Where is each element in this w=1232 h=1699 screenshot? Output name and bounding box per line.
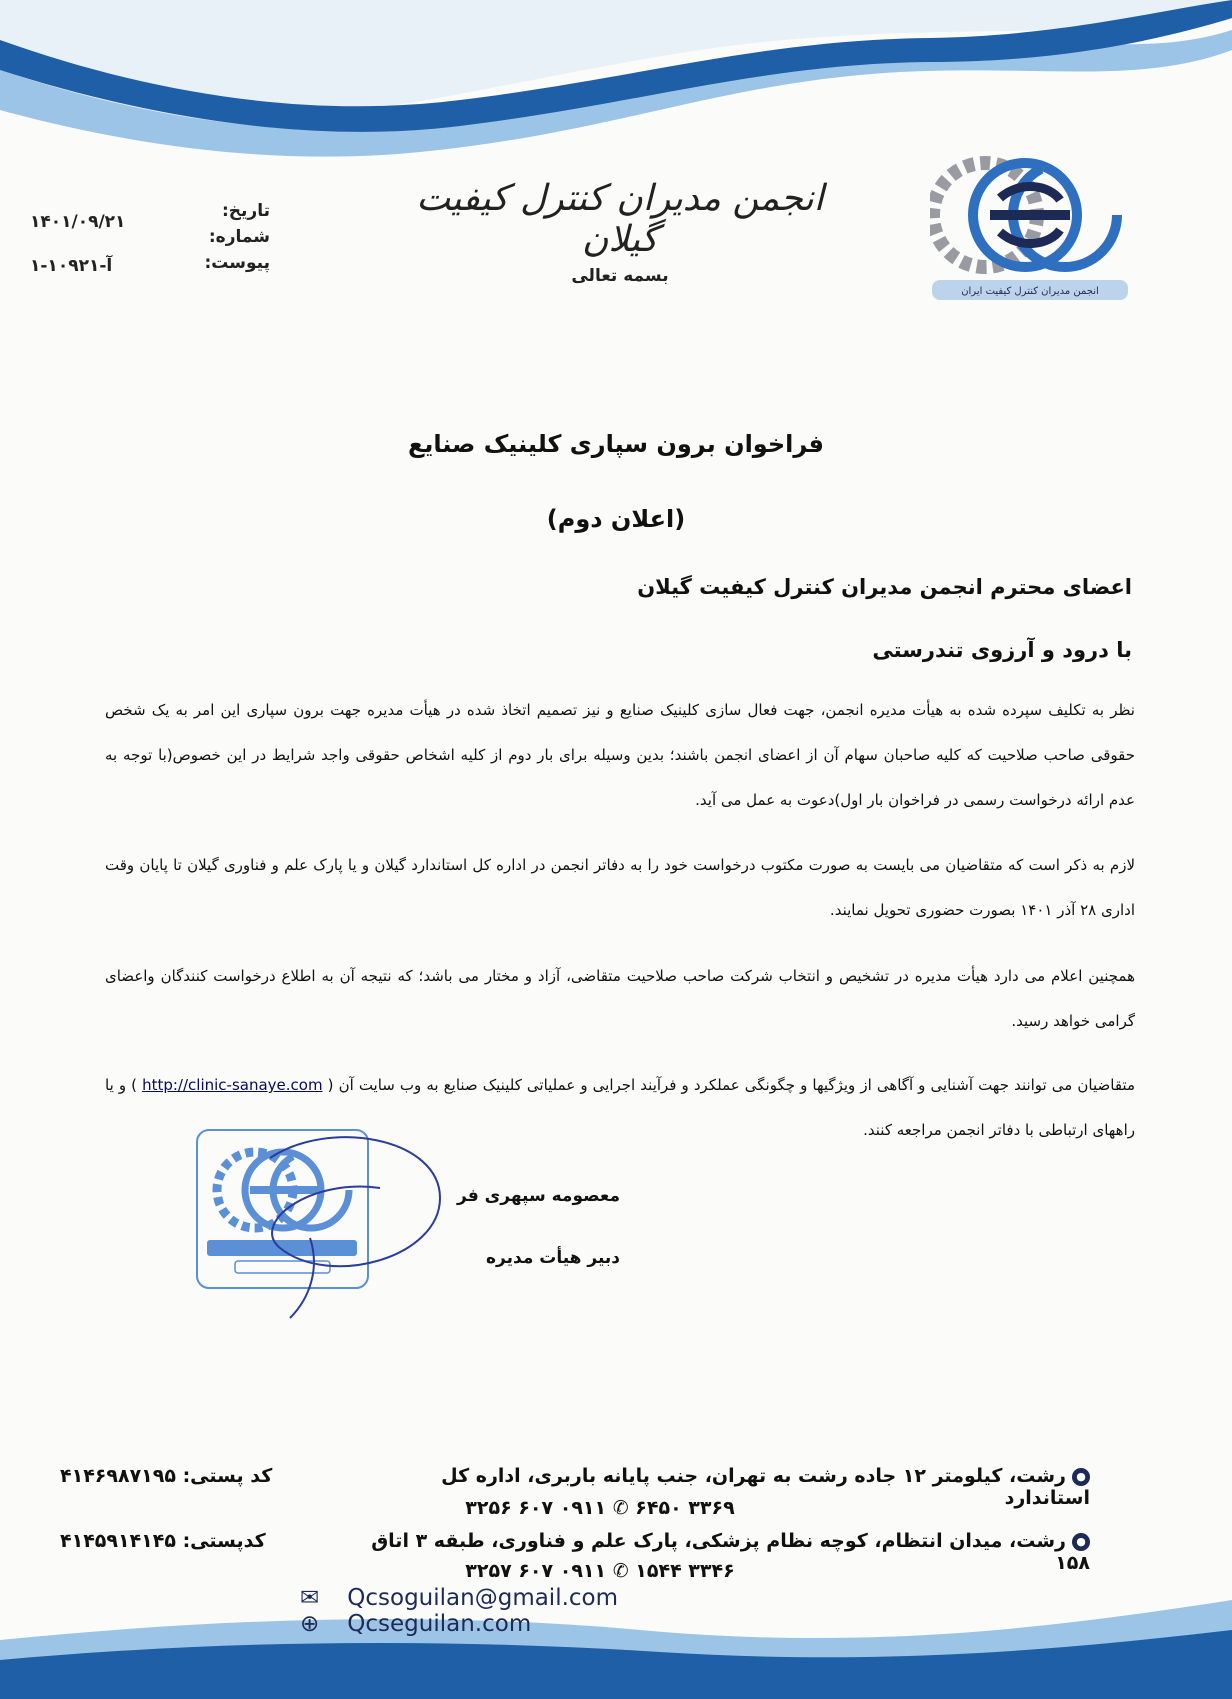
addressee: اعضای محترم انجمن مدیران کنترل کیفیت گیلان	[637, 575, 1132, 599]
address-2: رشت، میدان انتظام، کوچه نظام پزشکی، پارک علم و فناوری، طبقه ۳ اتاق ۱۵۸	[371, 1530, 1090, 1574]
greeting: با درود و آرزوی تندرستی	[872, 638, 1132, 662]
paragraph-3: همچنین اعلام می دارد هیأت مدیره در تشخیص و انتخاب شرکت صاحب صلاحیت متقاضی، آزاد و مختار می باشد؛ که نتیجه آن به اطلاع درخواست کنندگان واعضای گرامی خواهد رسید.	[105, 967, 1135, 1030]
phones-2: ۳۳۴۶ ۱۵۴۴ ✆ ۰۹۱۱ ۶۰۷ ۳۲۵۷	[465, 1560, 735, 1582]
website: Qcseguilan.com	[347, 1611, 532, 1637]
website-contact[interactable]	[300, 1611, 559, 1637]
letter-meta-values	[30, 200, 170, 288]
signer-name: معصومه سپهری فر	[457, 1186, 620, 1206]
postal-code-1: کد پستی: ۴۱۴۶۹۸۷۱۹۵	[60, 1465, 273, 1487]
paragraph-1: نظر به تکلیف سپرده شده به هیأت مدیره انجمن، جهت فعال سازی کلینیک صنایع و نیز تصمیم اتخاذ شده در هیأت مدیره جهت برون سپاری این امر به یک شخص حقوقی صاحب صلاحیت که کلیه صاحبان سهام آن از اعضای انجمن باشند؛ بدین وسیله برای بار دوم از کلیه اشخاص حقوقی واجد شرایط در این خصوص(با توجه به عدم ارائه درخواست رسمی در فراخوان بار اول)دعوت به عمل می آید.	[105, 701, 1135, 809]
signature	[250, 1118, 450, 1323]
signer-title: دبیر هیأت مدیره	[486, 1248, 620, 1268]
address-1: رشت، کیلومتر ۱۲ جاده رشت به تهران، جنب پایانه باربری، اداره کل استاندارد	[441, 1465, 1090, 1509]
letter-meta-labels	[190, 198, 270, 276]
letter-subtitle: (اعلان دوم)	[546, 505, 686, 533]
logo-caption: انجمن مدیران کنترل کیفیت ایران	[961, 286, 1099, 297]
paragraph-4-start: متقاضیان می توانند جهت آشنایی و آگاهی از ویژگیها و چگونگی عملکرد و فرآیند اجرایی و عملیاتی کلینیک صنایع به وب سایت آن (	[327, 1076, 1135, 1094]
association-logo	[930, 140, 1130, 310]
location-pin-icon: ●	[1072, 1468, 1090, 1486]
phones-1: ۳۳۶۹ ۶۴۵۰ ✆ ۰۹۱۱ ۶۰۷ ۳۲۵۶	[465, 1497, 735, 1519]
footer-contacts	[300, 1585, 920, 1637]
number-label: شماره:	[208, 227, 270, 247]
location-pin-icon: ●	[1072, 1533, 1090, 1551]
date-label: تاریخ:	[222, 201, 270, 221]
number-value: ۱-۱آ-۰۹۲۱	[30, 256, 113, 276]
postal-code-2: کدپستی: ۴۱۴۵۹۱۴۱۴۵	[60, 1530, 266, 1552]
clinic-website-link[interactable]: http://clinic-sanaye.com	[142, 1076, 323, 1094]
paragraph-2: لازم به ذکر است که متقاضیان می بایست به صورت مکتوب درخواست خود را به دفاتر انجمن در اداره کل استاندارد گیلان و یا پارک علم و فناوری گیلان تا پایان وقت اداری ۲۸ آذر ۱۴۰۱ بصورت حضوری تحویل نمایند.	[105, 856, 1135, 919]
letter-title: فراخوان برون سپاری کلینیک صنایع	[407, 430, 825, 458]
email: Qcsoguilan@gmail.com	[347, 1585, 619, 1611]
email-contact[interactable]	[300, 1585, 646, 1611]
date-value: ۱۴۰۱/۰۹/۲۱	[30, 212, 126, 232]
organization-name: انجمن مدیران کنترل کیفیت گیلان	[416, 178, 824, 260]
paragraph-4-end: ) و یا راههای ارتباطی با دفاتر انجمن مراجعه کنند.	[105, 1076, 1135, 1139]
basmala: بسمه تعالی	[571, 266, 669, 286]
attachment-label: پیوست:	[204, 253, 270, 273]
mail-icon: ✉	[300, 1585, 320, 1611]
globe-icon: ⊕	[300, 1611, 320, 1637]
